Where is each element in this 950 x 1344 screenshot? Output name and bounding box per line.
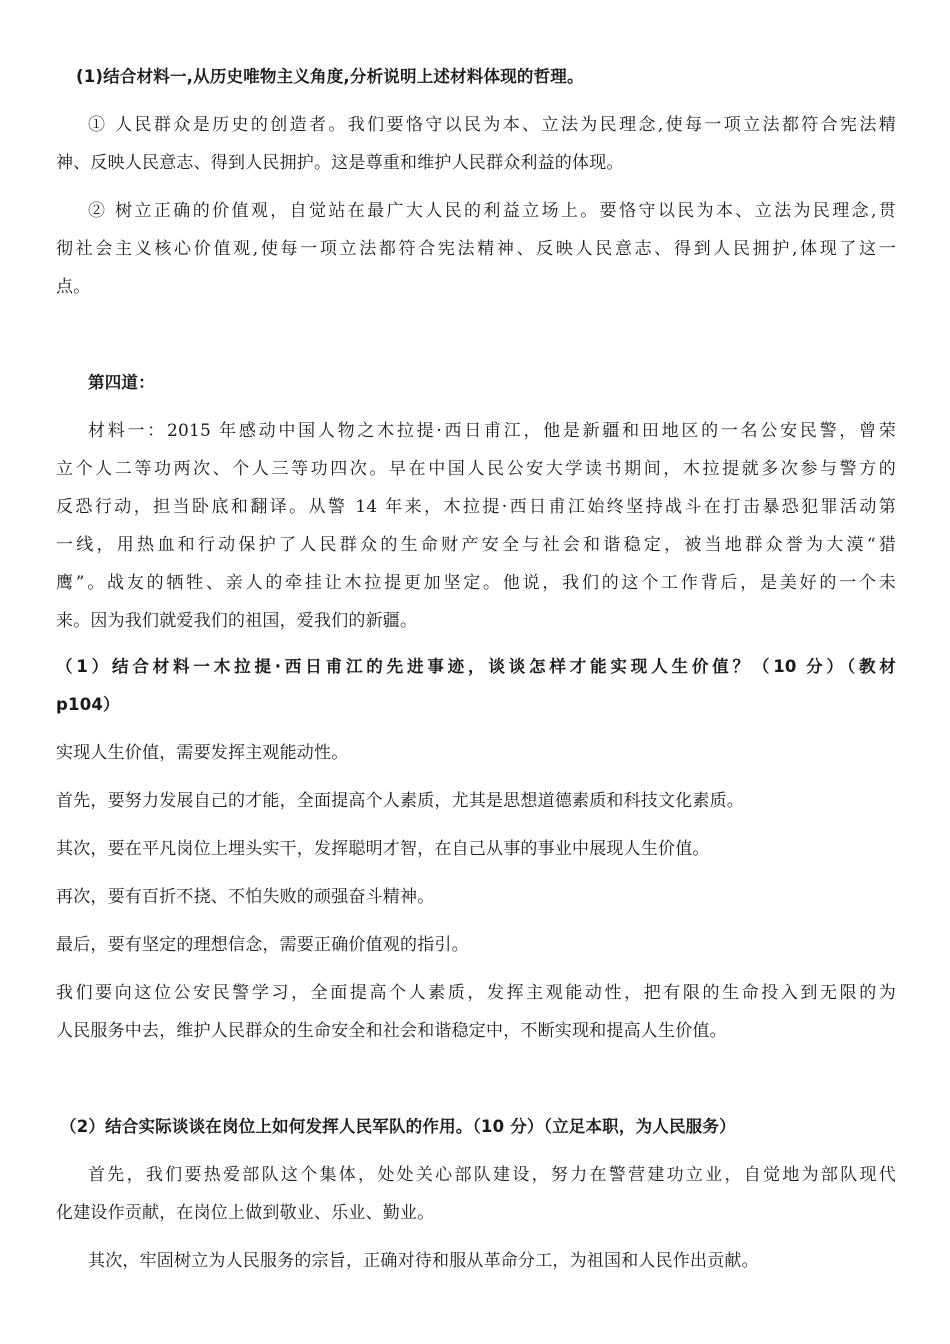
- answer-2-p1-line-1: 首先，我们要热爱部队这个集体，处处关心部队建设，努力在警营建功立业，自觉地为部队现代: [88, 1165, 896, 1185]
- answer-1-line-4: 再次，要有百折不挠、不怕失败的顽强奋斗精神。: [56, 887, 435, 907]
- answer-1-line-1: 实现人生价值，需要发挥主观能动性。: [56, 743, 349, 763]
- question-1-line-2: p104）: [56, 695, 120, 714]
- section-title: 第四道：: [88, 373, 155, 392]
- point-2-line-2: 彻社会主义核心价值观,使每一项立法都符合宪法精神、反映人民意志、得到人民拥护,体现了这一: [56, 239, 896, 259]
- question-2: （2）结合实际谈谈在岗位上如何发挥人民军队的作用。（10 分）（立足本职，为人民服务）: [60, 1117, 736, 1136]
- answer-2-p1-line-2: 化建设作贡献，在岗位上做到敬业、乐业、勤业。: [56, 1203, 435, 1223]
- material-line-4: 一线，用热血和行动保护了人民群众的生命财产安全与社会和谐稳定，被当地群众誉为大漠“猎: [56, 535, 896, 555]
- material-line-5: 鹰”。战友的牺牲、亲人的牵挂让木拉提更加坚定。他说，我们的这个工作背后，是美好的一个未: [56, 573, 896, 593]
- answer-2-p2: 其次，牢固树立为人民服务的宗旨，正确对待和服从革命分工，为祖国和人民作出贡献。: [88, 1251, 759, 1271]
- material-line-2: 立个人二等功两次、个人三等功四次。早在中国人民公安大学读书期间，木拉提就多次参与警方的: [56, 459, 896, 479]
- question-1-line-1: （1）结合材料一木拉提·西日甫江的先进事迹，谈谈怎样才能实现人生价值？（10 分）（教材: [56, 657, 896, 676]
- point-1-line-2: 神、反映人民意志、得到人民拥护。这是尊重和维护人民群众利益的体现。: [56, 153, 624, 173]
- answer-1-line-5: 最后，要有坚定的理想信念，需要正确价值观的指引。: [56, 935, 469, 955]
- answer-1-line-3: 其次，要在平凡岗位上埋头实干，发挥聪明才智，在自己从事的事业中展现人生价值。: [56, 839, 710, 859]
- point-1-line-1: ① 人民群众是历史的创造者。我们要恪守以民为本、立法为民理念,使每一项立法都符合宪法精: [88, 115, 896, 135]
- material-line-3: 反恐行动，担当卧底和翻译。从警 14 年来，木拉提·西日甫江始终坚持战斗在打击暴恐犯罪活动第: [56, 497, 896, 517]
- point-2-line-1: ② 树立正确的价值观，自觉站在最广大人民的利益立场上。要恪守以民为本、立法为民理念,贯: [88, 201, 896, 221]
- material-line-1: 材料一：2015 年感动中国人物之木拉提·西日甫江，他是新疆和田地区的一名公安民警，曾荣: [88, 421, 896, 441]
- summary-line-2: 人民服务中去，维护人民群众的生命安全和社会和谐稳定中，不断实现和提高人生价值。: [56, 1021, 727, 1041]
- material-line-6: 来。因为我们就爱我们的祖国，爱我们的新疆。: [56, 611, 418, 631]
- summary-line-1: 我们要向这位公安民警学习，全面提高个人素质，发挥主观能动性，把有限的生命投入到无限的为: [56, 983, 896, 1003]
- answer-1-line-2: 首先，要努力发展自己的才能，全面提高个人素质，尤其是思想道德素质和科技文化素质。: [56, 791, 744, 811]
- question-heading-1: (1)结合材料一,从历史唯物主义角度,分析说明上述材料体现的哲理。: [76, 67, 584, 86]
- point-2-line-3: 点。: [56, 277, 91, 297]
